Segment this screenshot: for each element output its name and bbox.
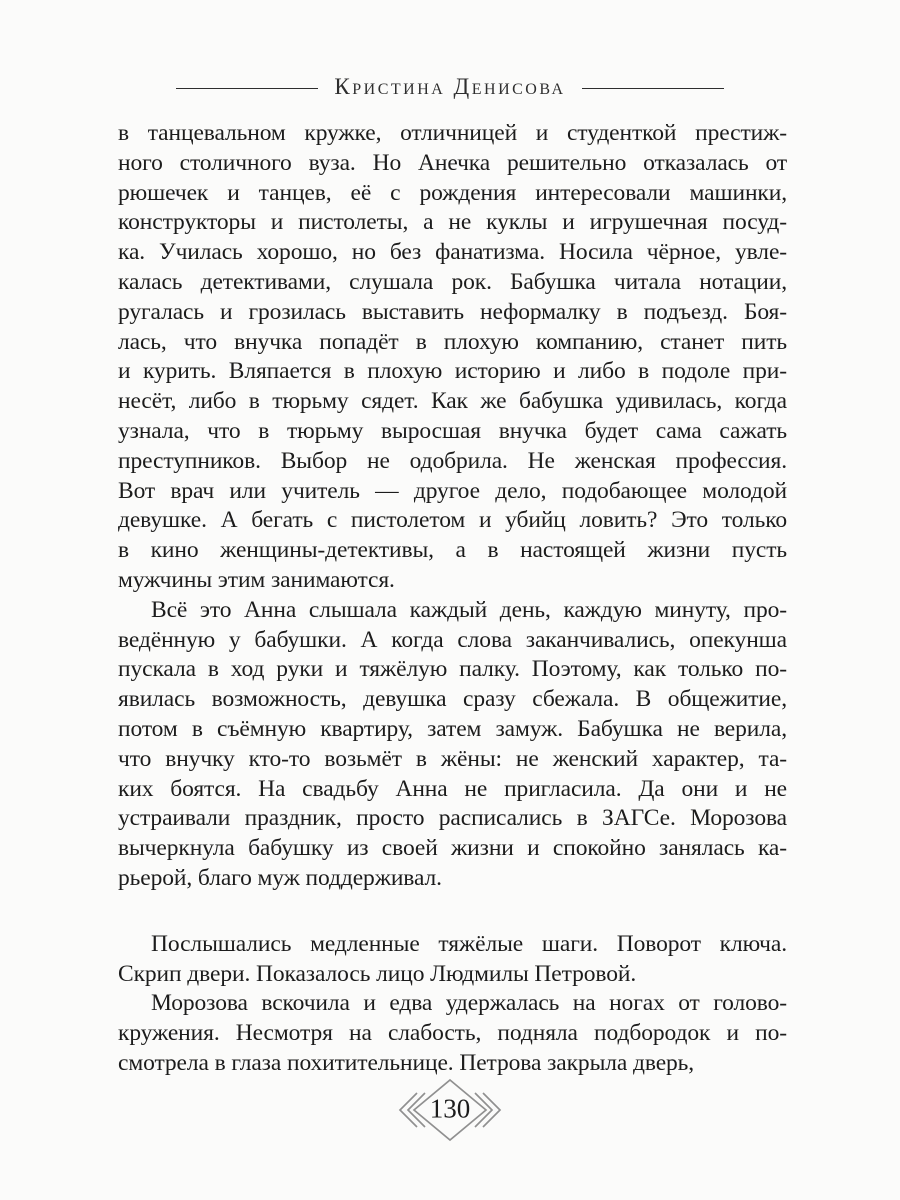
text-line: в кино женщины-детективы, а в настоящей жизни пусть [118, 537, 787, 564]
page-number: 130 [429, 1093, 471, 1124]
text-line: узнала, что в тюрьму выросшая внучка будет сама сажать [118, 417, 787, 444]
page-text [118, 119, 787, 1079]
text-line: лась, что внучка попадёт в плохую компанию, станет пить [118, 328, 787, 355]
text-line: рюшечек и танцев, её с рождения интересовали машинки, [118, 179, 787, 206]
header-rule-right [582, 88, 724, 90]
text-line: и курить. Вляпается в плохую историю и либо в подоле при- [118, 358, 787, 385]
text-line: Скрип двери. Показалось лицо Людмилы Петровой. [118, 960, 637, 987]
text-line: конструкторы и пистолеты, а не куклы и игрушечная посуд- [118, 209, 787, 236]
text-line: ведённую у бабушки. А когда слова заканчивались, опекунша [118, 626, 787, 653]
text-line: калась детективами, слушала рок. Бабушка читала нотации, [118, 268, 787, 295]
text-line: девушке. А бегать с пистолетом и убийц ловить? Это только [118, 507, 787, 534]
text-line: Вот врач или учитель — другое дело, подобающее молодой [118, 477, 787, 504]
text-line: потом в съёмную квартиру, затем замуж. Бабушка не верила, [118, 715, 787, 742]
text-line: рьерой, благо муж поддерживал. [118, 864, 442, 891]
running-header [0, 74, 900, 100]
text-line: явилась возможность, девушка сразу сбежала. В общежитие, [118, 686, 787, 713]
text-line: ких боятся. На свадьбу Анна не пригласила. Да они и не [118, 775, 787, 802]
text-line: что внучку кто-то возьмёт в жёны: не женский характер, та- [118, 745, 787, 772]
text-line: ка. Училась хорошо, но без фанатизма. Носила чёрное, увле- [118, 239, 787, 266]
text-line: преступников. Выбор не одобрила. Не женская профессия. [118, 447, 787, 474]
page-footer [0, 1077, 900, 1143]
text-line: Послышались медленные тяжёлые шаги. Поворот ключа. [151, 930, 787, 957]
text-line: кружения. Несмотря на слабость, подняла подбородок и по- [118, 1020, 787, 1047]
page-number-ornament [394, 1077, 506, 1143]
text-line: несёт, либо в тюрьму сядет. Как же бабушка удивилась, когда [118, 388, 787, 415]
text-line: в танцевальном кружке, отличницей и студенткой престиж- [118, 120, 787, 146]
text-line: Морозова вскочила и едва удержалась на ногах от голово- [151, 990, 787, 1017]
text-line: вычеркнула бабушку из своей жизни и спокойно занялась ка- [118, 835, 787, 862]
author-name: Кристина Денисова [334, 74, 566, 99]
header-rule-left [176, 88, 318, 90]
text-line: смотрела в глаза похитительнице. Петрова закрыла дверь, [118, 1049, 695, 1076]
text-line: устраивали праздник, просто расписались в ЗАГСе. Морозова [118, 805, 787, 832]
text-line: мужчины этим занимаются. [118, 566, 395, 593]
text-line: Всё это Анна слышала каждый день, каждую минуту, про- [151, 596, 787, 623]
text-line: пускала в ход руки и тяжёлую палку. Поэтому, как только по- [118, 656, 787, 683]
text-line: ного столичного вуза. Но Анечка решительно отказалась от [118, 149, 787, 176]
text-line: ругалась и грозилась выставить неформалку в подъезд. Боя- [118, 298, 787, 325]
